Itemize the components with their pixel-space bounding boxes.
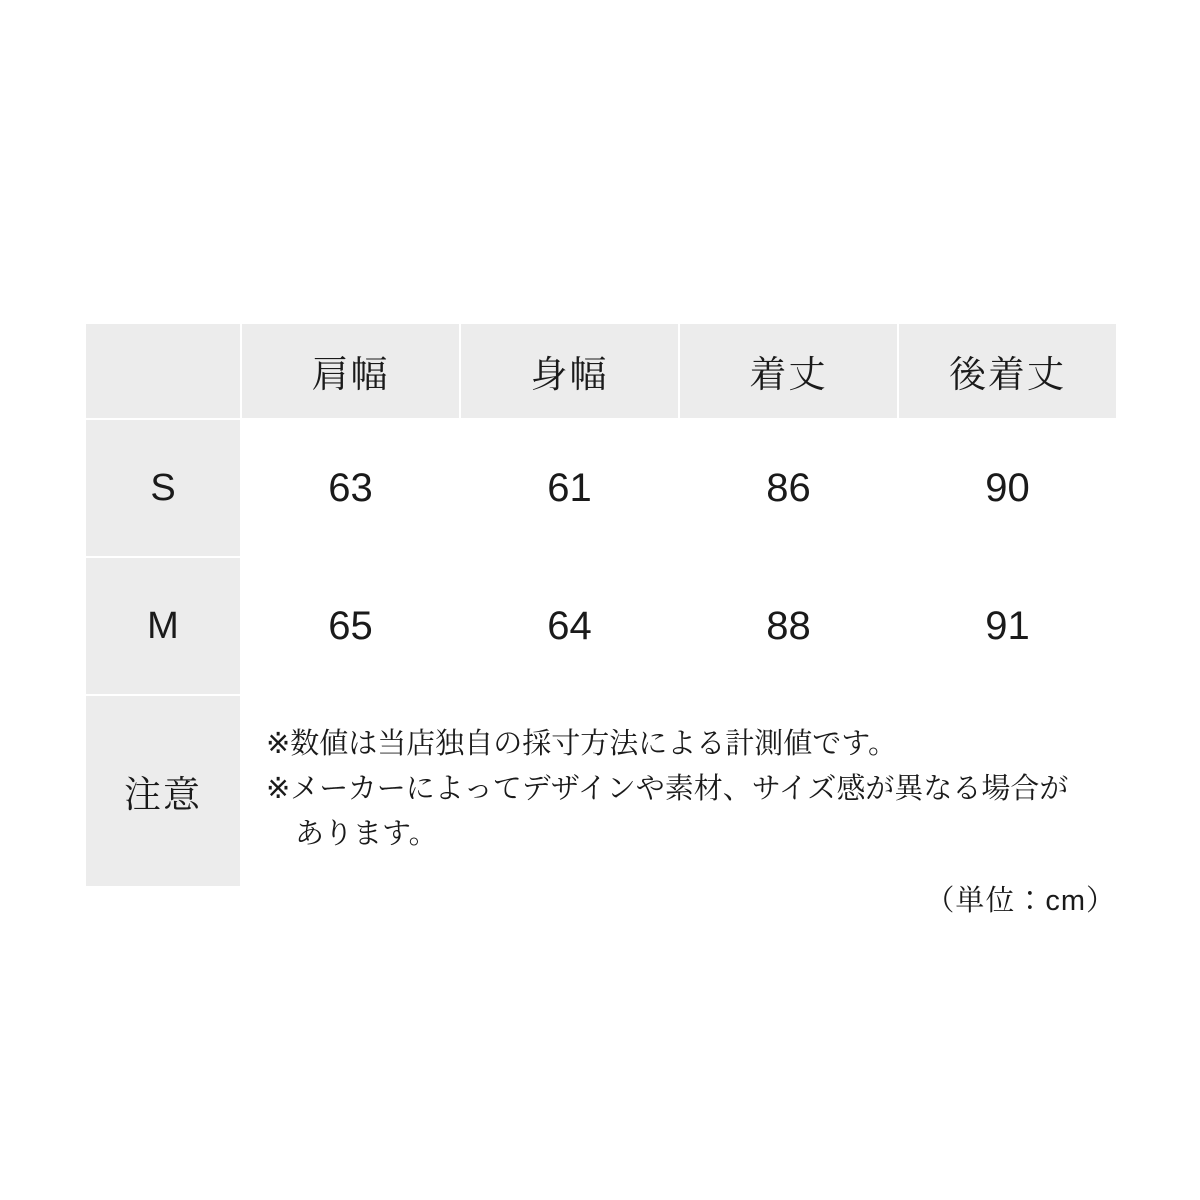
note-line-2: ※メーカーによってデザインや素材、サイズ感が異なる場合が: [266, 772, 1069, 805]
column-header-chest: 身幅: [460, 323, 679, 419]
unit-note: （単位：cm）: [925, 885, 1116, 917]
cell-m-back-length: 91: [898, 557, 1117, 695]
column-header-shoulder: 肩幅: [241, 323, 460, 419]
cell-s-length: 86: [679, 419, 898, 557]
table-corner-cell: [85, 323, 241, 419]
table-note-row: [85, 695, 1117, 887]
cell-m-shoulder: 65: [241, 557, 460, 695]
cell-m-chest: 64: [460, 557, 679, 695]
cell-s-shoulder: 63: [241, 419, 460, 557]
column-header-length: 着丈: [679, 323, 898, 419]
cell-s-back-length: 90: [898, 419, 1117, 557]
note-line-1: ※数値は当店独自の採寸方法による計測値です。: [266, 728, 897, 760]
row-header-size-m: M: [85, 557, 241, 695]
row-header-size-s: S: [85, 419, 241, 557]
table-header-row: [85, 323, 1117, 419]
table-row: [85, 557, 1117, 695]
size-table: [84, 322, 1118, 888]
note-label: 注意: [85, 695, 241, 887]
cell-m-length: 88: [679, 557, 898, 695]
column-header-back-length: 後着丈: [898, 323, 1117, 419]
table-row: [85, 419, 1117, 557]
note-body: [241, 695, 1117, 887]
cell-s-chest: 61: [460, 419, 679, 557]
note-line-3: あります。: [266, 817, 438, 850]
size-table-container: [84, 322, 1116, 888]
